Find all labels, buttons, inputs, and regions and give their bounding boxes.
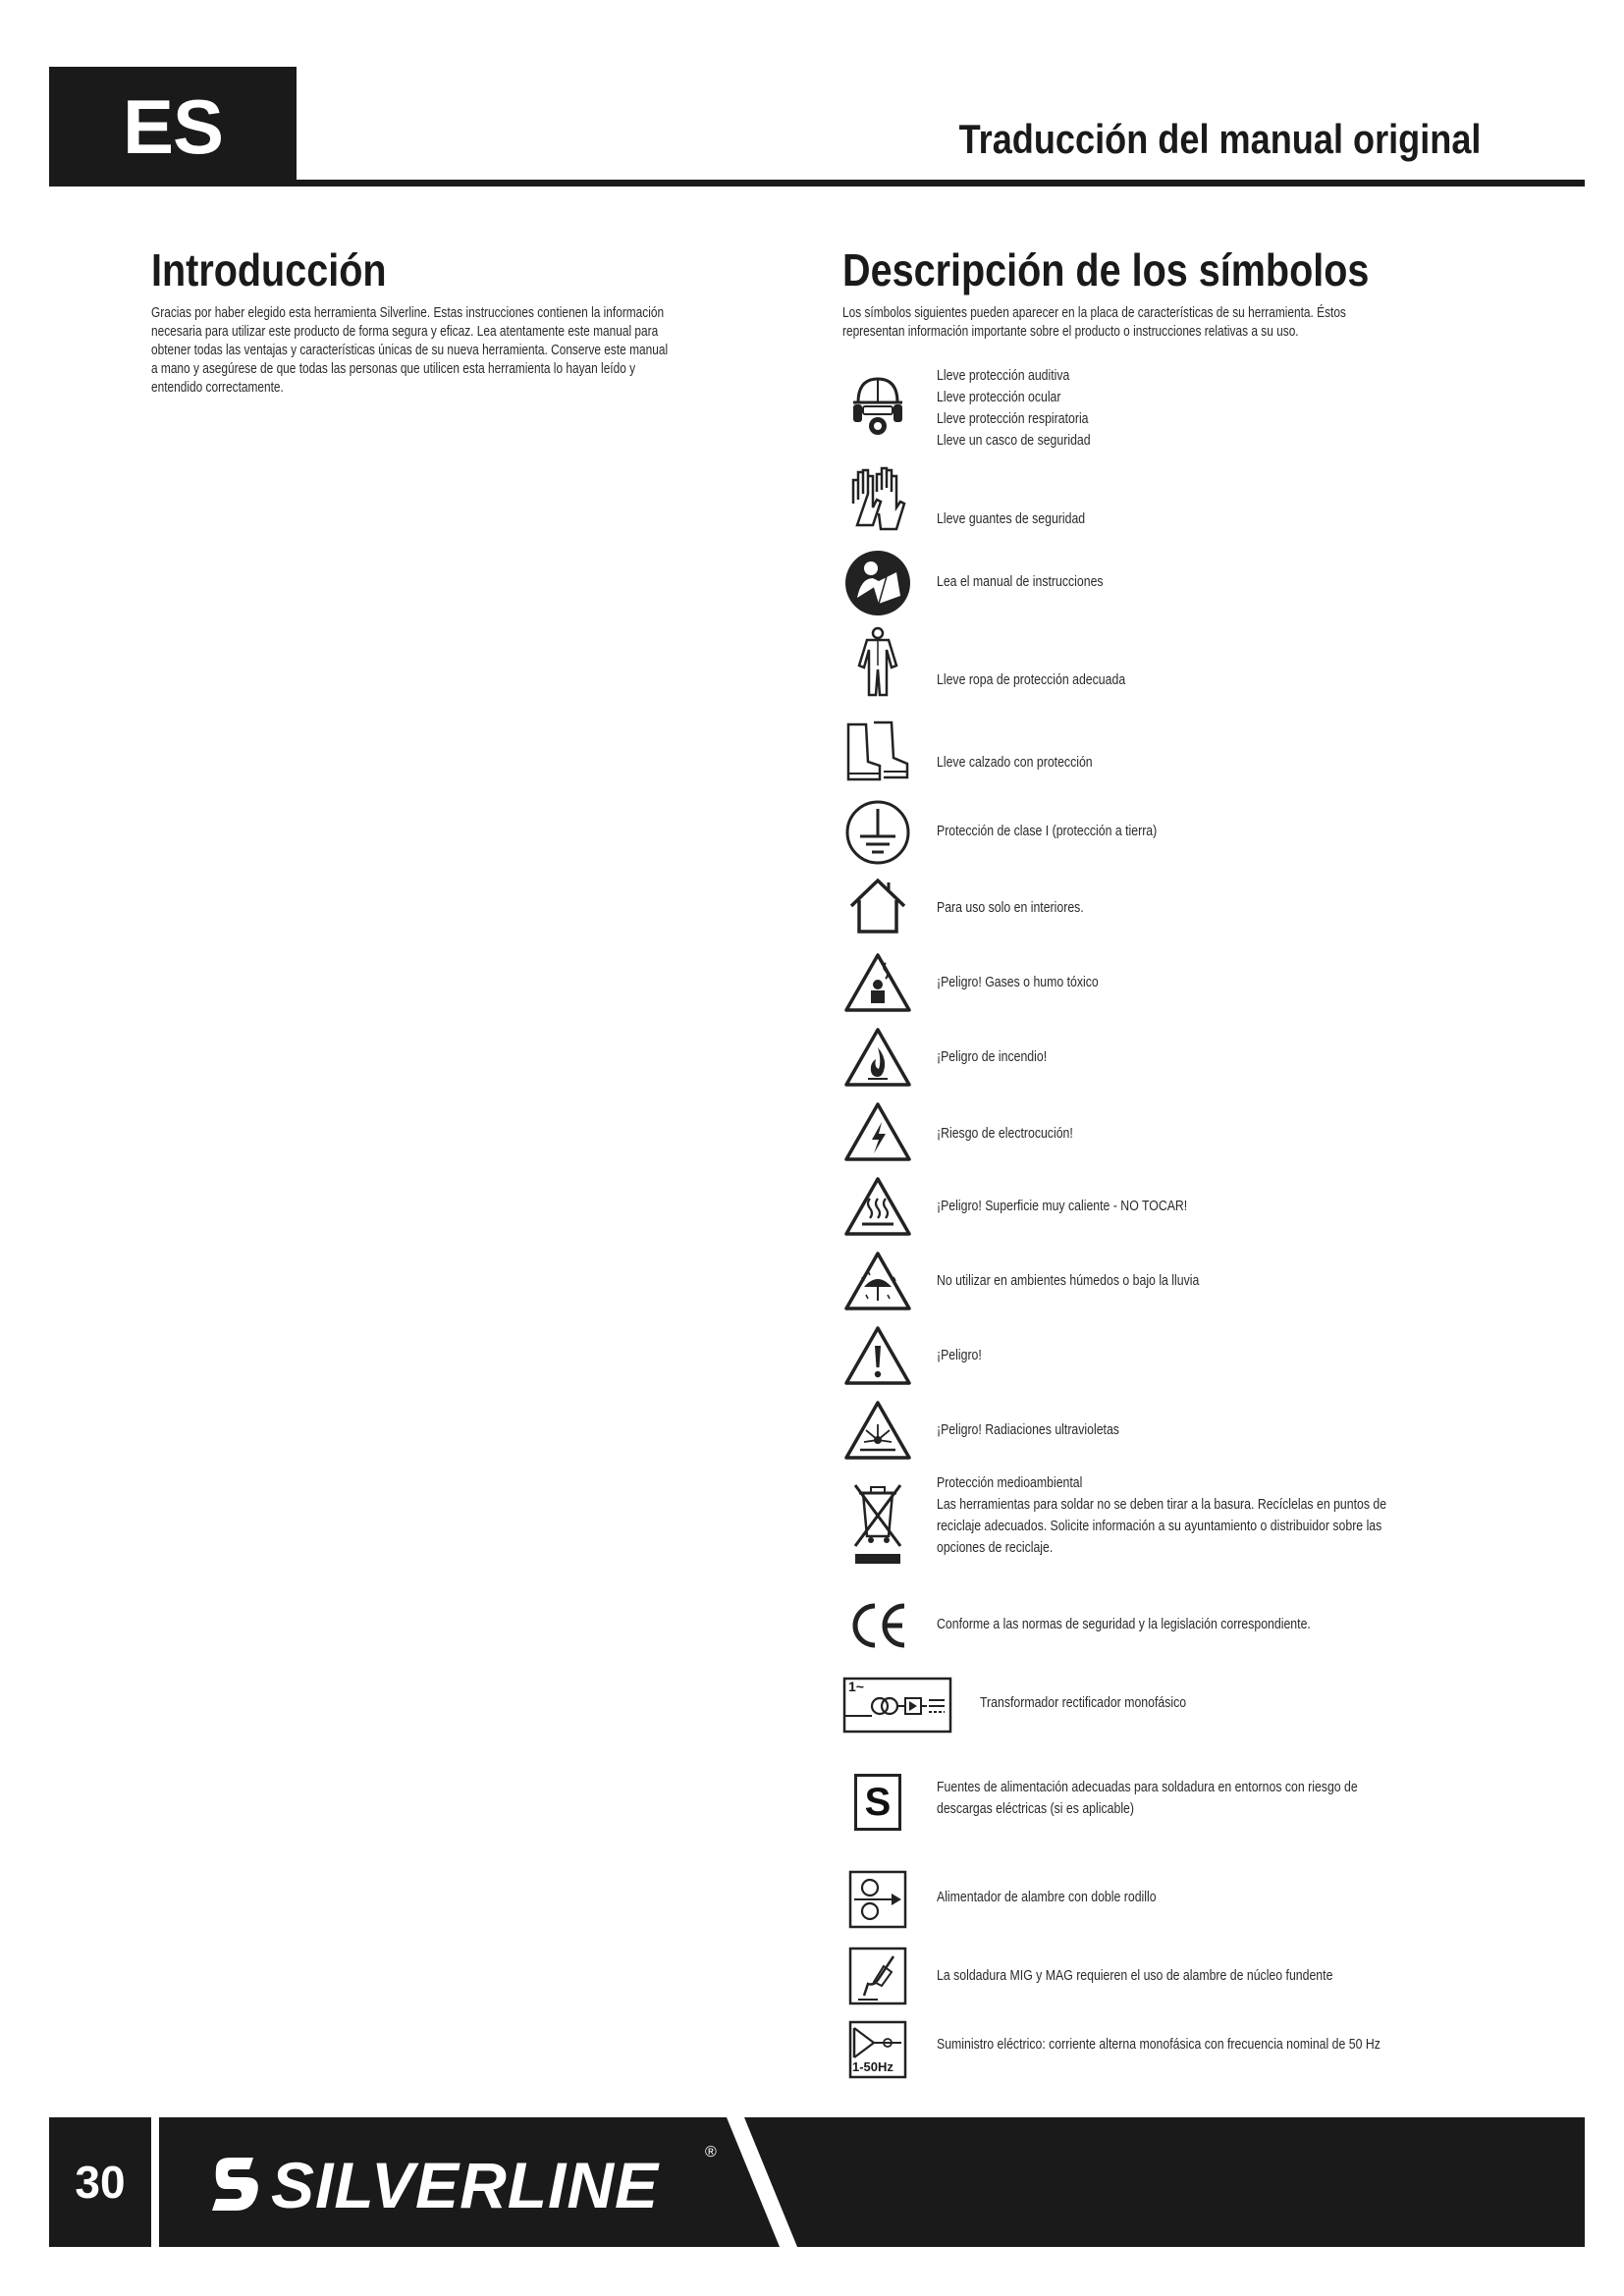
intro-heading: Introducción [151, 244, 387, 295]
symbol-text [937, 571, 1533, 593]
symbol-line: opciones de reciclaje. [937, 1539, 1054, 1556]
intro-line: necesaria para utilizar este producto de forma segura y eficaz. Lea atentamente este manual para [151, 324, 659, 340]
symbol-text [937, 752, 1533, 774]
footer-separator [151, 2117, 159, 2247]
footer-slash-decoration [707, 2117, 825, 2247]
symbol-text [937, 1965, 1533, 1987]
symbol-text [937, 1472, 1533, 1559]
symbol-line: Lleve protección auditiva [937, 367, 1070, 384]
symbol-text [980, 1692, 1576, 1714]
brand-name: SILVERLINE [271, 2149, 660, 2221]
symbol-line: Las herramientas para soldar no se deben tirar a la basura. Recíclelas en puntos de [937, 1496, 1387, 1513]
symbol-text [937, 669, 1533, 691]
symbol-line: Lleve protección respiratoria [937, 410, 1089, 427]
wire-feeder-icon [842, 1867, 913, 1932]
symbol-text [937, 972, 1533, 993]
s-mark-label: S [854, 1774, 901, 1831]
symbol-line: Lleve calzado con protección [937, 754, 1093, 771]
intro-line: a mano y asegúrese de que todas las personas que utilicen esta herramienta lo hayan leído y [151, 361, 636, 377]
symbol-text [937, 1419, 1533, 1441]
gloves-icon [842, 463, 913, 538]
ac-supply-label: 1-50Hz [852, 2059, 893, 2074]
transformer-phase-label: 1~ [848, 1679, 864, 1694]
symbol-line: Lleve guantes de seguridad [937, 510, 1086, 527]
symbol-line: No utilizar en ambientes húmedos o bajo la lluvia [937, 1272, 1200, 1289]
intro-line: Gracias por haber elegido esta herramienta Silverline. Estas instrucciones contienen la información [151, 305, 665, 321]
header-rule [49, 180, 1585, 187]
symbol-text [937, 1345, 1533, 1366]
symbol-line: Alimentador de alambre con doble rodillo [937, 1889, 1157, 1905]
ac-supply-icon [848, 2020, 907, 2079]
symbol-line: Conforme a las normas de seguridad y la legislación correspondiente. [937, 1616, 1311, 1632]
uv-radiation-warning-icon [842, 1396, 913, 1465]
house-icon [842, 874, 913, 938]
symbol-line: Protección de clase I (protección a tierra) [937, 823, 1158, 839]
symbol-line: Transformador rectificador monofásico [980, 1694, 1187, 1711]
transformer-rectifier-icon [842, 1677, 952, 1734]
earth-ground-icon [842, 797, 913, 868]
symbol-line: Lleve ropa de protección adecuada [937, 671, 1126, 688]
brand-logo [206, 2140, 717, 2233]
symbol-text [937, 1270, 1533, 1292]
registered-mark: ® [705, 2144, 717, 2161]
symbol-line: Lea el manual de instrucciones [937, 573, 1104, 590]
symbol-line: ¡Peligro de incendio! [937, 1048, 1048, 1065]
symbol-line: Lleve protección ocular [937, 389, 1061, 405]
intro-line: entendido correctamente. [151, 380, 284, 396]
protective-clothing-icon [842, 626, 913, 699]
symbol-text [937, 821, 1533, 842]
general-warning-icon [842, 1321, 913, 1390]
symbol-text [937, 897, 1533, 919]
language-code: ES [122, 82, 224, 170]
flux-core-wire-icon [842, 1944, 913, 2008]
intro-line: obtener todas las ventajas y características únicas de su nueva herramienta. Conserve este manual [151, 343, 669, 358]
symbol-line: La soldadura MIG y MAG requieren el uso de alambre de núcleo fundente [937, 1967, 1333, 1984]
symbol-line: ¡Peligro! Superficie muy caliente - NO TOCAR! [937, 1198, 1188, 1214]
symbol-line: Fuentes de alimentación adecuadas para soldadura en entornos con riesgo de [937, 1779, 1358, 1795]
symbol-text [937, 1614, 1533, 1635]
symbol-line: Para uso solo en interiores. [937, 899, 1084, 916]
symbol-line: descargas eléctricas (si es aplicable) [937, 1800, 1134, 1817]
symbol-text [937, 1123, 1533, 1145]
symbol-line: Protección medioambiental [937, 1474, 1083, 1491]
ppe-head-icon [842, 373, 913, 442]
symbols-heading: Descripción de los símbolos [842, 244, 1370, 295]
s-mark-icon [842, 1769, 913, 1836]
hot-surface-warning-icon [842, 1172, 913, 1241]
rain-warning-icon [842, 1247, 913, 1315]
toxic-fumes-warning-icon [842, 948, 913, 1017]
symbol-line: reciclaje adecuados. Solicite información a su ayuntamiento o distribuidor sobre las [937, 1518, 1382, 1534]
symbol-text [937, 365, 1533, 452]
symbols-intro-line: representan información importante sobre el producto o instrucciones relativas a su uso. [842, 324, 1299, 340]
page-number: 30 [75, 2157, 126, 2208]
safety-boots-icon [842, 717, 913, 789]
language-tab [49, 67, 297, 187]
symbol-line: Lleve un casco de seguridad [937, 432, 1091, 449]
symbol-line: ¡Peligro! Radiaciones ultravioletas [937, 1421, 1119, 1438]
symbol-text [937, 2034, 1533, 2056]
symbol-text [937, 1777, 1533, 1820]
read-manual-icon [842, 548, 913, 618]
fire-warning-icon [842, 1023, 913, 1092]
symbol-text [937, 1196, 1533, 1217]
symbol-line: Suministro eléctrico: corriente alterna monofásica con frecuencia nominal de 50 Hz [937, 2036, 1380, 2053]
symbol-text [937, 1887, 1533, 1908]
weee-bin-icon [842, 1480, 913, 1567]
symbol-line: ¡Riesgo de electrocución! [937, 1125, 1073, 1142]
ce-mark-icon [842, 1596, 913, 1655]
electric-shock-warning-icon [842, 1097, 913, 1166]
symbol-text [937, 508, 1533, 530]
symbol-text [937, 1046, 1533, 1068]
symbols-intro-text [842, 304, 1535, 342]
symbols-intro-line: Los símbolos siguientes pueden aparecer en la placa de características de su herramienta. Éstos [842, 305, 1346, 321]
symbol-line: ¡Peligro! Gases o humo tóxico [937, 974, 1099, 990]
page-title: Traducción del manual original [958, 116, 1481, 162]
symbol-line: ¡Peligro! [937, 1347, 982, 1363]
intro-text [151, 304, 780, 398]
